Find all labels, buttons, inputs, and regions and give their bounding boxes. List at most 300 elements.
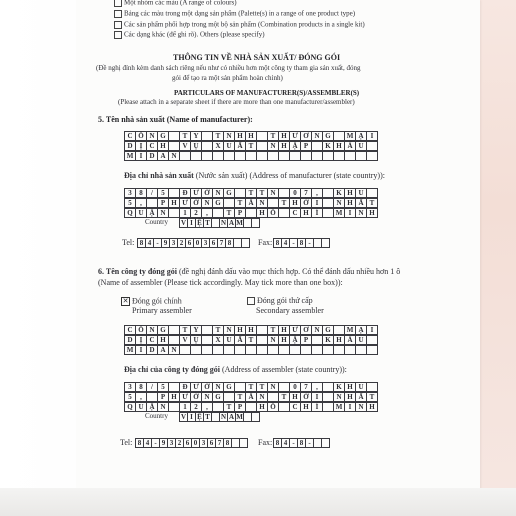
char-cell: A: [157, 151, 169, 161]
char-cell: T: [366, 392, 378, 402]
char-cell: K: [322, 335, 334, 345]
char-cell: N: [311, 325, 323, 335]
char-cell: H: [344, 198, 356, 208]
char-cell: T: [179, 131, 191, 141]
char-cell: C: [289, 208, 301, 218]
char-cell: 9: [159, 438, 168, 448]
q6-primary-option: ✕ Đóng gói chính: [122, 296, 182, 306]
char-cell: Q: [124, 208, 136, 218]
option-combination: Các sản phẩm phối hợp trong một bộ sản phẩm (Combination products in a single kit): [114, 21, 365, 29]
char-cell: K: [333, 188, 345, 198]
char-cell: H: [366, 208, 378, 218]
q6-fax-value: [274, 438, 330, 448]
char-cell: G: [223, 188, 235, 198]
char-cell: 8: [225, 238, 234, 248]
char-cell: [366, 141, 378, 151]
q5-tel-label: Tel:: [122, 238, 135, 247]
char-cell: [251, 218, 260, 228]
section-title-vi: THÔNG TIN VỀ NHÀ SẢN XUẤT/ ĐÓNG GÓI: [173, 53, 341, 62]
char-cell: Ờ: [201, 382, 213, 392]
char-cell: N: [223, 131, 235, 141]
q5-address-row-3: [125, 208, 378, 218]
char-cell: Ơ: [300, 325, 312, 335]
char-cell: H: [300, 402, 312, 412]
char-cell: 4: [281, 438, 290, 448]
char-cell: -: [289, 238, 298, 248]
char-cell: H: [168, 198, 180, 208]
char-cell: ,: [135, 392, 147, 402]
char-cell: 4: [143, 438, 152, 448]
char-cell: N: [220, 413, 227, 421]
char-cell: T: [278, 392, 290, 402]
char-cell: -: [289, 438, 298, 448]
char-cell: [321, 238, 330, 248]
option-range-of-colours: Một nhóm các màu (A range of colours): [114, 0, 237, 7]
char-cell: Ư: [179, 198, 191, 208]
char-cell: G: [322, 325, 334, 335]
char-cell: Ồ: [267, 402, 279, 412]
char-cell: 7: [300, 188, 312, 198]
char-cell: 1: [179, 208, 191, 218]
char-cell: N: [212, 382, 224, 392]
char-cell: V: [179, 141, 191, 151]
char-cell: T: [234, 392, 246, 402]
q6-secondary-en: Secondary assembler: [256, 306, 324, 315]
char-cell: 7: [215, 438, 224, 448]
q5-fax-value: [274, 238, 330, 248]
q6-country-value: [180, 412, 260, 422]
char-cell: A: [228, 219, 235, 227]
char-cell: Ư: [190, 188, 202, 198]
char-cell: Đ: [179, 382, 191, 392]
char-cell: Ậ: [289, 141, 301, 151]
char-cell: N: [267, 382, 279, 392]
char-cell: I: [187, 218, 196, 228]
char-cell: -: [153, 238, 162, 248]
char-cell: N: [157, 402, 169, 412]
char-cell: C: [124, 131, 136, 141]
char-cell: X: [212, 335, 224, 345]
q5-address-label: Địa chỉ nhà sản xuất (Nước sản xuất) (Address of manufacturer (state country)):: [124, 171, 385, 180]
char-cell: Â: [245, 198, 257, 208]
char-cell: M: [124, 151, 136, 161]
char-cell: D: [124, 335, 136, 345]
char-cell: I: [344, 208, 356, 218]
char-cell: Ư: [179, 392, 191, 402]
char-cell: H: [278, 131, 290, 141]
q6-address-row-3: [125, 402, 378, 412]
char-cell: I: [187, 412, 196, 422]
char-cell: A: [157, 345, 169, 355]
char-cell: -: [305, 238, 314, 248]
char-cell: H: [333, 141, 345, 151]
char-cell: /: [146, 188, 158, 198]
char-cell: N: [146, 131, 158, 141]
q5-address-row-1: [125, 188, 378, 198]
char-cell: H: [234, 131, 246, 141]
char-cell: [366, 188, 378, 198]
char-cell: U: [355, 335, 367, 345]
char-cell: 7: [300, 382, 312, 392]
q5-tel-value: [138, 238, 250, 248]
char-cell: ,: [201, 402, 213, 412]
char-cell: 2: [190, 208, 202, 218]
char-cell: Ư: [190, 382, 202, 392]
char-cell: H: [157, 141, 169, 151]
char-cell: M: [344, 131, 356, 141]
char-cell: G: [322, 131, 334, 141]
char-cell: 0: [193, 238, 202, 248]
char-cell: [366, 151, 378, 161]
char-cell: T: [212, 131, 224, 141]
char-cell: H: [168, 392, 180, 402]
char-cell: Ơ: [300, 131, 312, 141]
char-cell: M: [333, 402, 345, 412]
checkbox-icon: [247, 297, 255, 305]
char-cell: N: [355, 402, 367, 412]
char-cell: 3: [167, 438, 176, 448]
char-cell: /: [146, 382, 158, 392]
q6-primary-en: Primary assembler: [132, 306, 192, 315]
char-cell: A: [228, 413, 235, 421]
char-cell: 8: [135, 382, 147, 392]
char-cell: Ị: [135, 141, 147, 151]
char-cell: T: [234, 198, 246, 208]
char-cell: ,: [311, 382, 323, 392]
char-cell: M: [124, 345, 136, 355]
char-cell: Ệ: [195, 218, 204, 228]
section-note-vi-1: (Đề nghị đính kèm danh sách riêng nếu như có nhiều hơn một công ty tham gia sản xuất, đóng: [96, 64, 361, 72]
char-cell: U: [135, 208, 147, 218]
char-cell: N: [201, 392, 213, 402]
char-cell: I: [366, 131, 378, 141]
char-cell: 3: [124, 382, 136, 392]
char-cell: 8: [135, 188, 147, 198]
char-cell: T: [267, 131, 279, 141]
char-cell: P: [157, 198, 169, 208]
char-cell: Ẩ: [344, 141, 356, 151]
char-cell: H: [278, 141, 290, 151]
char-cell: Í: [311, 208, 323, 218]
char-cell: H: [300, 208, 312, 218]
q5-name-row-1: [125, 131, 378, 141]
char-cell: Ậ: [146, 402, 158, 412]
char-cell: Ớ: [300, 198, 312, 208]
char-cell: 8: [135, 438, 144, 448]
checkbox-icon: [114, 31, 122, 39]
char-cell: [366, 345, 378, 355]
option-others: Các dạng khác (để ghi rõ). Others (please specify): [114, 31, 265, 39]
char-cell: Q: [124, 402, 136, 412]
char-cell: Y: [190, 131, 202, 141]
char-cell: T: [203, 412, 212, 422]
char-cell: U: [355, 188, 367, 198]
char-cell: U: [135, 402, 147, 412]
q6-address-row-1: [125, 382, 378, 392]
char-cell: X: [212, 141, 224, 151]
char-cell: H: [344, 392, 356, 402]
char-cell: Ạ: [355, 325, 367, 335]
char-cell: V: [179, 335, 191, 345]
char-cell: D: [146, 151, 158, 161]
char-cell: P: [300, 335, 312, 345]
q6-secondary-option: Đóng gói thứ cấp: [247, 297, 313, 305]
q5-address-row-2: [125, 198, 378, 208]
char-cell: 2: [190, 402, 202, 412]
q6-address-label: Địa chỉ của công ty đóng gói (Address of assembler (state country)):: [124, 365, 347, 374]
char-cell: Ị: [135, 335, 147, 345]
char-cell: H: [366, 402, 378, 412]
char-cell: Í: [311, 402, 323, 412]
char-cell: V: [180, 219, 187, 227]
q5-fax-label: Fax:: [258, 238, 273, 247]
char-cell: C: [146, 141, 158, 151]
char-cell: T: [267, 325, 279, 335]
char-cell: T: [256, 188, 268, 198]
char-cell: 6: [207, 438, 216, 448]
char-cell: N: [256, 198, 268, 208]
option-palette: Bảng các màu trong một dạng sản phẩm (Palette(s) in a range of one product type): [114, 10, 355, 18]
q6-label-en: (Name of assembler (Please tick accordingly. May tick more than one box)):: [98, 278, 343, 287]
char-cell: H: [344, 382, 356, 392]
checkbox-checked-icon: ✕: [122, 297, 129, 305]
char-cell: N: [355, 208, 367, 218]
char-cell: 8: [297, 238, 306, 248]
char-cell: P: [234, 402, 246, 412]
char-cell: Ờ: [190, 198, 202, 208]
char-cell: N: [146, 325, 158, 335]
char-cell: T: [223, 208, 235, 218]
char-cell: 8: [297, 438, 306, 448]
char-cell: Ạ: [355, 131, 367, 141]
char-cell: Đ: [179, 188, 191, 198]
char-cell: 6: [183, 438, 192, 448]
char-cell: Ấ: [234, 335, 246, 345]
char-cell: ,: [311, 188, 323, 198]
char-cell: 3: [201, 238, 210, 248]
char-cell: 3: [169, 238, 178, 248]
q6-country-label: Country: [145, 412, 168, 420]
char-cell: N: [157, 208, 169, 218]
char-cell: 4: [145, 238, 154, 248]
char-cell: 8: [273, 438, 282, 448]
char-cell: H: [278, 325, 290, 335]
char-cell: Ư: [289, 325, 301, 335]
q6-name-row-3: [125, 345, 378, 355]
char-cell: Ớ: [300, 392, 312, 402]
char-cell: T: [256, 382, 268, 392]
char-cell: Ô: [135, 131, 147, 141]
char-cell: Ụ: [190, 141, 202, 151]
char-cell: I: [366, 325, 378, 335]
q6-fax-label: Fax:: [258, 438, 273, 447]
char-cell: T: [245, 335, 257, 345]
char-cell: N: [333, 392, 345, 402]
char-cell: Ờ: [201, 188, 213, 198]
char-cell: Ư: [289, 131, 301, 141]
char-cell: T: [278, 198, 290, 208]
char-cell: H: [278, 335, 290, 345]
q6-tel-label: Tel:: [120, 438, 133, 447]
char-cell: H: [256, 402, 268, 412]
char-cell: 5: [157, 188, 169, 198]
char-cell: I: [311, 198, 323, 208]
char-cell: G: [212, 198, 224, 208]
char-cell: D: [146, 345, 158, 355]
char-cell: H: [245, 325, 257, 335]
char-cell: N: [267, 335, 279, 345]
char-cell: Ấ: [355, 198, 367, 208]
form-page: [76, 0, 480, 516]
q6-tel-value: [136, 438, 248, 448]
char-cell: N: [311, 131, 323, 141]
char-cell: Â: [245, 392, 257, 402]
char-cell: Ụ: [190, 335, 202, 345]
char-cell: 8: [273, 238, 282, 248]
table-surface: [0, 488, 516, 516]
char-cell: V: [180, 413, 187, 421]
char-cell: H: [289, 392, 301, 402]
char-cell: Ờ: [190, 392, 202, 402]
char-cell: H: [333, 335, 345, 345]
char-cell: G: [223, 382, 235, 392]
char-cell: I: [135, 345, 147, 355]
char-cell: T: [245, 382, 257, 392]
char-cell: 0: [289, 382, 301, 392]
char-cell: ,: [135, 198, 147, 208]
char-cell: 6: [185, 238, 194, 248]
char-cell: I: [344, 402, 356, 412]
char-cell: Ồ: [267, 208, 279, 218]
char-cell: H: [234, 325, 246, 335]
char-cell: 4: [281, 238, 290, 248]
char-cell: H: [256, 208, 268, 218]
char-cell: T: [212, 325, 224, 335]
char-cell: -: [305, 438, 314, 448]
char-cell: Ệ: [195, 412, 204, 422]
char-cell: [239, 438, 248, 448]
section-title-en: PARTICULARS OF MANUFACTURER(S)/ASSEMBLER(S): [174, 89, 360, 97]
char-cell: D: [124, 141, 136, 151]
q6-address-row-2: [125, 392, 378, 402]
q5-label: 5. Tên nhà sản xuất (Name of manufacturer):: [98, 115, 253, 124]
char-cell: G: [212, 392, 224, 402]
char-cell: N: [267, 141, 279, 151]
char-cell: T: [203, 218, 212, 228]
char-cell: H: [157, 335, 169, 345]
char-cell: 5: [157, 382, 169, 392]
q6-name-row-1: [125, 325, 378, 335]
char-cell: 5: [124, 198, 136, 208]
char-cell: 8: [223, 438, 232, 448]
char-cell: N: [333, 198, 345, 208]
char-cell: G: [157, 325, 169, 335]
char-cell: N: [267, 188, 279, 198]
q5-country-label: Country: [145, 218, 168, 226]
char-cell: 9: [161, 238, 170, 248]
char-cell: N: [220, 219, 227, 227]
char-cell: Ấ: [234, 141, 246, 151]
checkbox-icon: [114, 0, 122, 7]
char-cell: N: [168, 345, 180, 355]
char-cell: [321, 438, 330, 448]
q5-name-row-3: [125, 151, 378, 161]
q5-name-row-2: [125, 141, 378, 151]
char-cell: M: [236, 219, 243, 227]
char-cell: [241, 238, 250, 248]
char-cell: P: [234, 208, 246, 218]
char-cell: T: [245, 141, 257, 151]
char-cell: M: [236, 413, 243, 421]
q6-label: 6. Tên công ty đóng gói (đề nghị đánh dấu vào mục thích hợp. Có thể đánh dấu nhiều hơn 1 ô: [98, 267, 401, 276]
char-cell: U: [355, 382, 367, 392]
char-cell: K: [333, 382, 345, 392]
char-cell: 3: [124, 188, 136, 198]
char-cell: 3: [199, 438, 208, 448]
section-note-en: (Please attach in a separate sheet if there are more than one manufacturer/assembler): [118, 98, 355, 106]
char-cell: U: [223, 141, 235, 151]
char-cell: Ấ: [355, 392, 367, 402]
char-cell: H: [289, 198, 301, 208]
section-note-vi-2: gói để tạo ra một sản phẩm hoàn chỉnh): [172, 74, 283, 82]
char-cell: T: [223, 402, 235, 412]
char-cell: T: [245, 188, 257, 198]
char-cell: C: [146, 335, 158, 345]
char-cell: M: [333, 208, 345, 218]
char-cell: I: [135, 151, 147, 161]
char-cell: N: [168, 151, 180, 161]
char-cell: Ậ: [289, 335, 301, 345]
char-cell: Ậ: [146, 208, 158, 218]
char-cell: P: [157, 392, 169, 402]
checkbox-icon: [114, 10, 122, 18]
char-cell: T: [366, 198, 378, 208]
char-cell: M: [344, 325, 356, 335]
char-cell: 0: [289, 188, 301, 198]
char-cell: T: [179, 325, 191, 335]
char-cell: 1: [179, 402, 191, 412]
char-cell: Y: [190, 325, 202, 335]
char-cell: U: [355, 141, 367, 151]
char-cell: 5: [124, 392, 136, 402]
char-cell: H: [344, 188, 356, 198]
char-cell: 6: [209, 238, 218, 248]
char-cell: C: [289, 402, 301, 412]
char-cell: U: [223, 335, 235, 345]
char-cell: C: [124, 325, 136, 335]
char-cell: P: [300, 141, 312, 151]
char-cell: Ô: [135, 325, 147, 335]
char-cell: N: [256, 392, 268, 402]
char-cell: 0: [191, 438, 200, 448]
char-cell: -: [151, 438, 160, 448]
char-cell: [251, 412, 260, 422]
char-cell: [366, 382, 378, 392]
char-cell: H: [245, 131, 257, 141]
char-cell: N: [212, 188, 224, 198]
char-cell: N: [223, 325, 235, 335]
q6-name-row-2: [125, 335, 378, 345]
checkbox-icon: [114, 21, 122, 29]
q5-country-value: [180, 218, 260, 228]
char-cell: 2: [175, 438, 184, 448]
char-cell: ,: [201, 208, 213, 218]
char-cell: 8: [137, 238, 146, 248]
char-cell: N: [201, 198, 213, 208]
char-cell: I: [311, 392, 323, 402]
char-cell: K: [322, 141, 334, 151]
char-cell: 7: [217, 238, 226, 248]
